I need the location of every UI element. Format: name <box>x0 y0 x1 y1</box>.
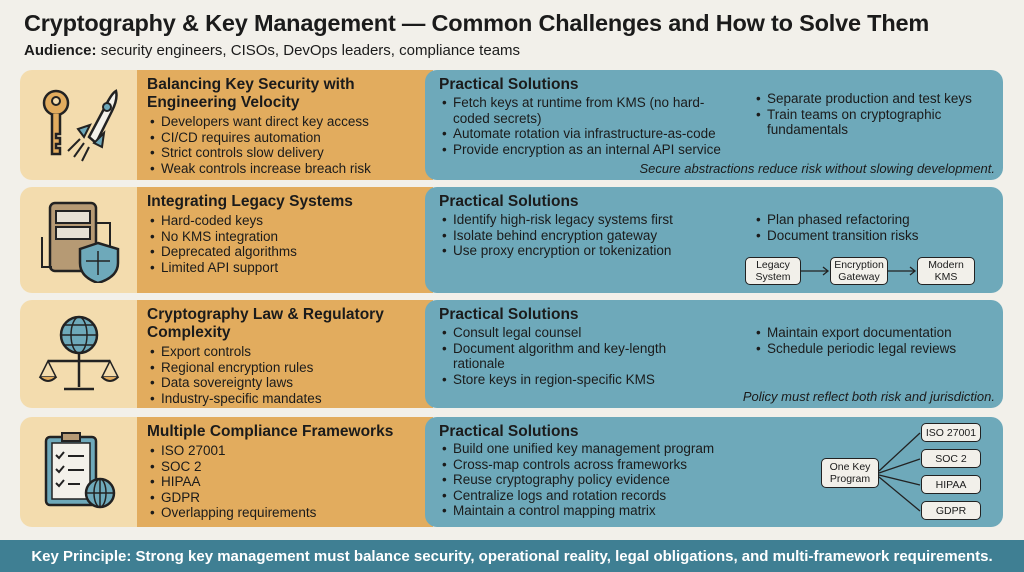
challenge-title: Integrating Legacy Systems <box>147 193 353 210</box>
challenge-item: • HIPAA <box>147 474 423 490</box>
server-shield-icon <box>20 187 137 293</box>
flow-box-gateway: Encryption Gateway <box>830 257 888 285</box>
challenge-item: • Overlapping requirements <box>147 505 423 521</box>
framework-box: HIPAA <box>921 475 981 494</box>
solution-item: • Automate rotation via infrastructure-as-code <box>439 126 729 142</box>
solutions-heading: Practical Solutions <box>439 193 579 210</box>
key-rocket-icon <box>20 70 137 180</box>
challenge-row-velocity <box>20 70 1003 180</box>
solution-item: • Plan phased refactoring <box>753 212 919 228</box>
solution-item: • Reuse cryptography policy evidence <box>439 472 989 488</box>
solutions-heading: Practical Solutions <box>439 76 579 93</box>
framework-box: GDPR <box>921 501 981 520</box>
solution-item: • Isolate behind encryption gateway <box>439 228 729 244</box>
challenge-item: • Hard-coded keys <box>147 213 423 229</box>
solution-item: • Consult legal counsel <box>439 325 699 341</box>
audience-label: Audience: <box>24 42 97 59</box>
challenge-panel <box>137 70 433 180</box>
solutions-panel <box>425 300 1003 408</box>
framework-box: ISO 27001 <box>921 423 981 442</box>
solution-item: • Train teams on cryptographic fundamentals <box>753 107 973 138</box>
solutions-panel <box>425 187 1003 293</box>
hub-box: One Key Program <box>821 458 879 488</box>
solution-item: • Use proxy encryption or tokenization <box>439 243 729 259</box>
audience <box>24 42 520 59</box>
solution-item: • Fetch keys at runtime from KMS (no hard-coded secrets) <box>439 95 729 126</box>
challenge-item: • Regional encryption rules <box>147 360 423 376</box>
challenge-row-compliance <box>20 417 1003 527</box>
solutions-note: Policy must reflect both risk and jurisdiction. <box>742 389 995 404</box>
challenge-title: Balancing Key Security with Engineering Velocity <box>147 76 355 111</box>
challenge-item: • Developers want direct key access <box>147 114 423 130</box>
globe-scales-icon <box>20 300 137 408</box>
flow-box-kms: Modern KMS <box>917 257 975 285</box>
solution-item: • Separate production and test keys <box>753 91 973 107</box>
challenge-panel <box>137 417 433 527</box>
challenge-item: • Deprecated algorithms <box>147 244 423 260</box>
flow-arrows <box>425 187 426 188</box>
solutions-panel <box>425 417 1003 527</box>
solution-item: • Maintain a control mapping matrix <box>439 503 989 519</box>
challenge-item: • No KMS integration <box>147 229 423 245</box>
challenge-item: • ISO 27001 <box>147 443 423 459</box>
solution-item: • Build one unified key management program <box>439 441 989 457</box>
challenge-item: • Strict controls slow delivery <box>147 145 423 161</box>
flow-box-legacy: Legacy System <box>745 257 801 285</box>
solution-item: • Document transition risks <box>753 228 919 244</box>
solution-item: • Provide encryption as an internal API service <box>439 142 729 158</box>
hub-arrows <box>425 417 426 418</box>
challenge-item: • Weak controls increase breach risk <box>147 161 423 177</box>
key-principle-footer: Key Principle: Strong key management must balance security, operational reality, legal obligations, and multi-framework requirements. <box>0 540 1024 572</box>
challenge-item: • SOC 2 <box>147 459 423 475</box>
challenge-panel <box>137 300 433 408</box>
audience-text: security engineers, CISOs, DevOps leaders, compliance teams <box>100 42 521 59</box>
solution-item: • Identify high-risk legacy systems first <box>439 212 729 228</box>
checklist-globe-icon <box>20 417 137 527</box>
challenge-title: Multiple Compliance Frameworks <box>147 423 394 440</box>
solution-item: • Store keys in region-specific KMS <box>439 372 699 388</box>
solution-item: • Cross-map controls across frameworks <box>439 457 989 473</box>
challenge-item: • GDPR <box>147 490 423 506</box>
solutions-heading: Practical Solutions <box>439 423 579 440</box>
challenge-title: Cryptography Law & Regulatory Complexity <box>147 306 384 341</box>
solutions-panel <box>425 70 1003 180</box>
page-title: Cryptography & Key Management — Common Challenges and How to Solve Them <box>24 10 930 36</box>
challenge-panel <box>137 187 433 293</box>
solution-item: • Maintain export documentation <box>753 325 956 341</box>
challenge-row-legacy <box>20 187 1003 293</box>
challenge-item: • Data sovereignty laws <box>147 375 423 391</box>
solution-item: • Schedule periodic legal reviews <box>753 341 956 357</box>
solution-item: • Centralize logs and rotation records <box>439 488 989 504</box>
solution-item: • Document algorithm and key-length rationale <box>439 341 699 372</box>
challenge-item: • CI/CD requires automation <box>147 130 423 146</box>
challenge-item: • Limited API support <box>147 260 423 276</box>
challenge-item: • Export controls <box>147 344 423 360</box>
framework-box: SOC 2 <box>921 449 981 468</box>
challenge-row-regulatory <box>20 300 1003 408</box>
challenge-item: • Industry-specific mandates <box>147 391 423 407</box>
solutions-note: Secure abstractions reduce risk without slowing development. <box>639 161 995 176</box>
solutions-heading: Practical Solutions <box>439 306 579 323</box>
